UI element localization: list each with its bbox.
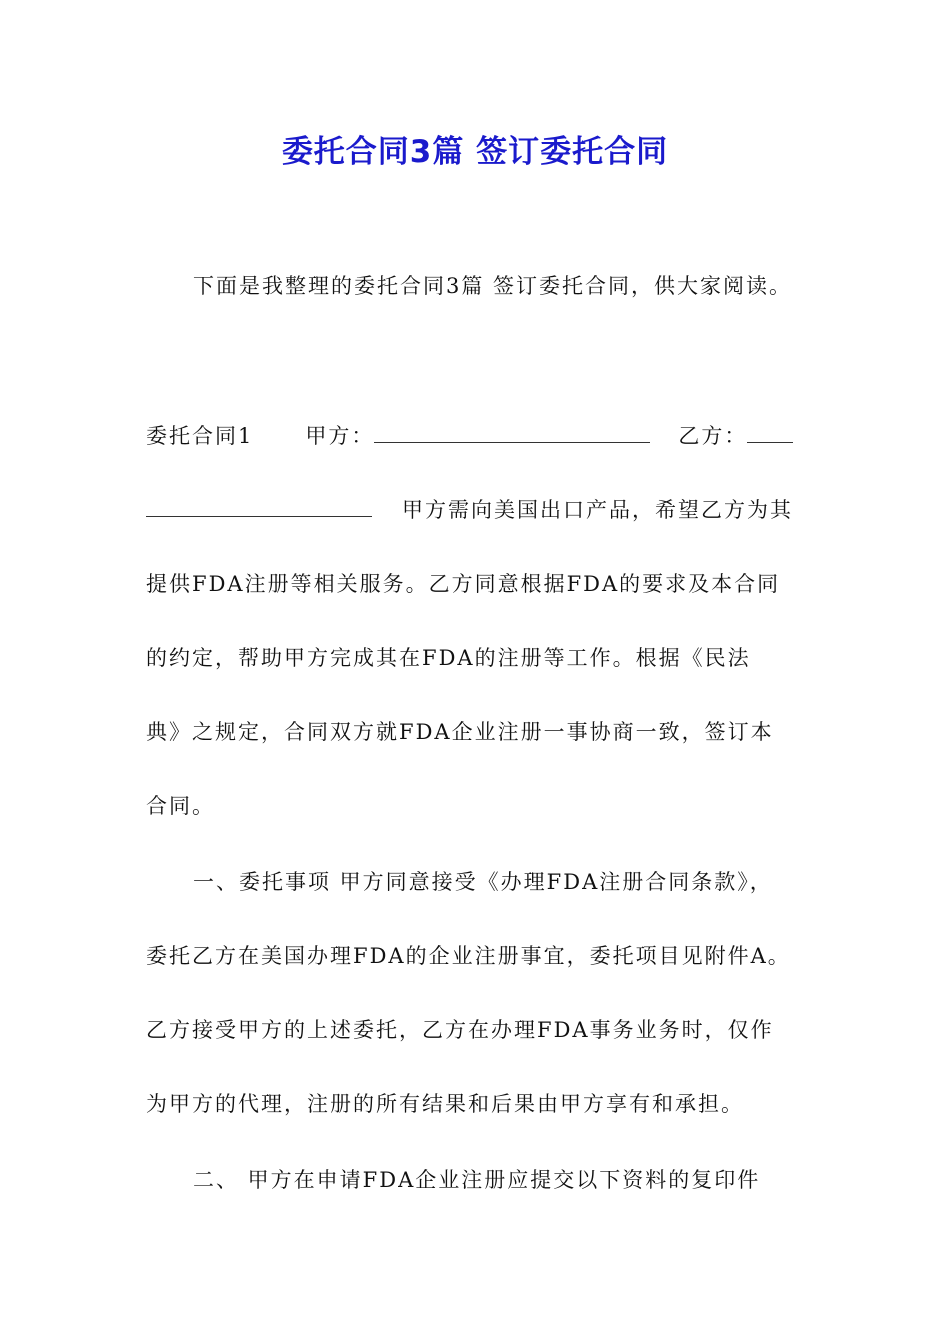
contract-header-line <box>146 416 793 456</box>
body-line: 典》之规定，合同双方就FDA企业注册一事协商一致，签订本 <box>146 720 774 744</box>
body-line: 合同。 <box>146 794 215 818</box>
preamble-text: 甲方需向美国出口产品，希望乙方为其 <box>402 498 793 522</box>
section1-heading-line: 一、委托事项 甲方同意接受《办理FDA注册合同条款》， <box>193 870 773 894</box>
section1-line: 委托乙方在美国办理FDA的企业注册事宜，委托项目见附件A。 <box>146 944 791 968</box>
preamble-line <box>146 490 793 530</box>
party-b-blank-start <box>747 420 793 443</box>
section1-line: 乙方接受甲方的上述委托，乙方在办理FDA事务业务时，仅作 <box>146 1018 774 1042</box>
contract-number-label: 委托合同1 <box>146 424 254 448</box>
section1-line: 为甲方的代理，注册的所有结果和后果由甲方享有和承担。 <box>146 1092 744 1116</box>
party-a-label: 甲方： <box>305 424 375 448</box>
intro-paragraph: 下面是我整理的委托合同3篇 签订委托合同，供大家阅读。 <box>193 274 793 298</box>
party-b-blank-end <box>146 494 372 517</box>
section2-heading-line: 二、 甲方在申请FDA企业注册应提交以下资料的复印件 <box>193 1168 761 1192</box>
body-line: 的约定，帮助甲方完成其在FDA的注册等工作。根据《民法 <box>146 646 751 670</box>
party-b-label: 乙方： <box>678 424 748 448</box>
body-line: 提供FDA注册等相关服务。乙方同意根据FDA的要求及本合同 <box>146 572 781 596</box>
party-a-blank <box>374 420 650 443</box>
document-title: 委托合同3篇 签订委托合同 <box>281 134 669 170</box>
